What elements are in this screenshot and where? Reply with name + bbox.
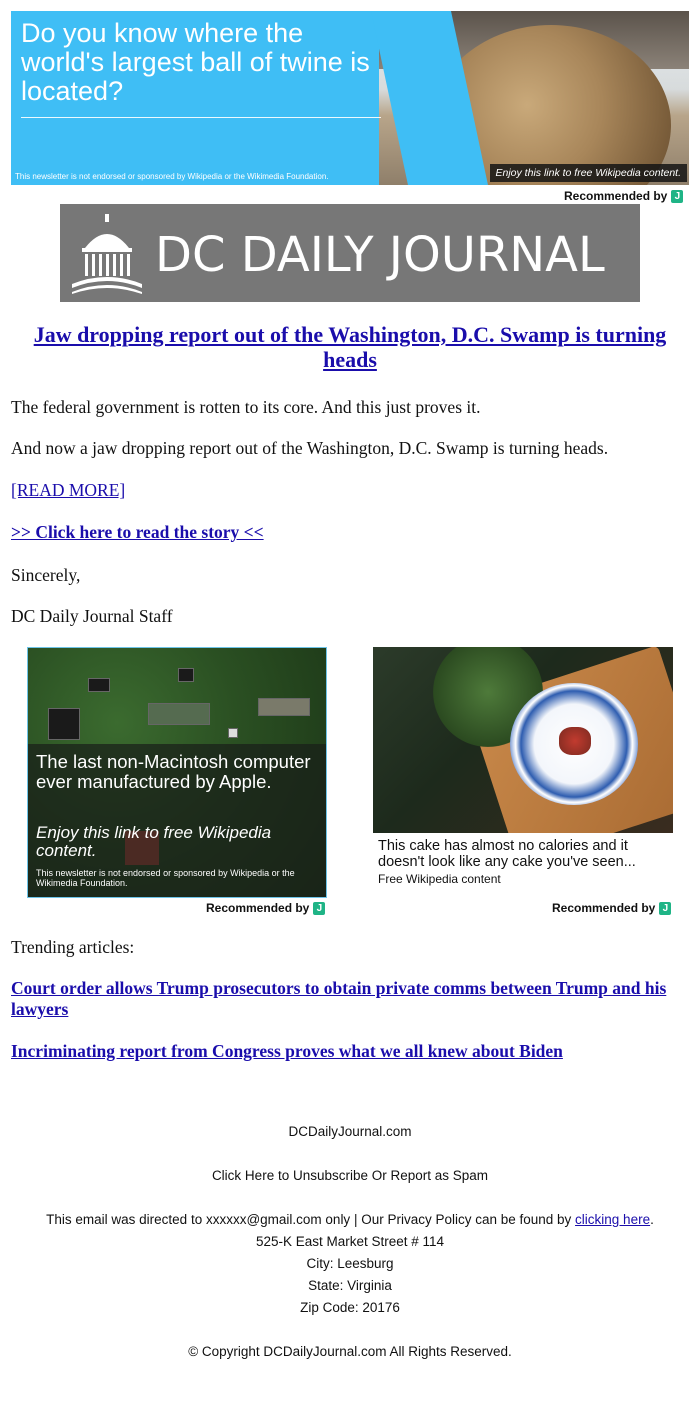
footer-copyright: © Copyright DCDailyJournal.com All Rights Reserved. [188, 1344, 512, 1359]
recommended-label: Recommended by [206, 901, 310, 915]
privacy-policy-link[interactable]: clicking here [575, 1212, 651, 1227]
footer-state: State: Virginia [308, 1278, 392, 1293]
article-paragraph-2: And now a jaw dropping report out of the Washington, D.C. Swamp is turning heads. [11, 438, 609, 458]
top-ad-divider [21, 117, 381, 118]
right-ad-recommended[interactable] [552, 901, 671, 915]
directed-text: This email was directed to xxxxxx@gmail.com only | Our Privacy Policy can be found by [46, 1212, 576, 1227]
left-ad-title: The last non-Macintosh computer ever manufactured by Apple. [36, 751, 311, 792]
right-ad-caption[interactable]: This cake has almost no calories and it doesn't look like any cake you've seen... [378, 838, 636, 870]
left-ad-disclaimer: This newsletter is not endorsed or sponsored by Wikipedia or the Wikimedia Foundation. [36, 868, 295, 888]
footer-directed-line [0, 1212, 700, 1227]
sign-off: Sincerely, [11, 565, 81, 585]
top-ad-disclaimer: This newsletter is not endorsed or sponsored by Wikipedia or the Wikimedia Foundation. [15, 172, 329, 181]
apple-computer-ad[interactable] [27, 647, 327, 898]
left-ad-recommended[interactable] [206, 901, 325, 915]
top-ad-banner[interactable] [11, 11, 689, 185]
top-ad-tag: Enjoy this link to free Wikipedia content. [490, 164, 688, 182]
capitol-dome-icon [70, 212, 144, 294]
right-ad-source: Free Wikipedia content [378, 872, 501, 886]
top-ad-headline: Do you know where the world's largest ball of twine is located? [21, 18, 370, 106]
recommended-label: Recommended by [564, 189, 668, 203]
footer-site-link[interactable]: DCDailyJournal.com [288, 1124, 412, 1139]
article-headline-link[interactable]: Jaw dropping report out of the Washington, D.C. Swamp is turning heads [33, 322, 667, 372]
footer-city: City: Leesburg [306, 1256, 394, 1271]
signature: DC Daily Journal Staff [11, 606, 173, 626]
trending-heading: Trending articles: [11, 937, 135, 957]
unsubscribe-link[interactable]: Click Here to Unsubscribe Or Report as Spam [211, 1168, 489, 1183]
j-logo-icon: J [659, 902, 671, 915]
read-story-link[interactable]: >> Click here to read the story << [11, 522, 264, 542]
article-paragraph-1: The federal government is rotten to its core. And this just proves it. [11, 397, 481, 417]
footer-zip: Zip Code: 20176 [300, 1300, 400, 1315]
top-ad-recommended[interactable] [564, 189, 683, 203]
trending-article-link-1[interactable]: Court order allows Trump prosecutors to obtain private comms between Trump and his lawyers [11, 978, 667, 1019]
logo-title: DC DAILY JOURNAL [155, 227, 605, 283]
j-logo-icon: J [313, 902, 325, 915]
footer-address: 525-K East Market Street # 114 [255, 1234, 445, 1249]
cake-ad-image[interactable] [373, 647, 673, 833]
directed-end: . [650, 1212, 654, 1227]
trending-article-link-2[interactable]: Incriminating report from Congress proves what we all knew about Biden [11, 1041, 563, 1061]
read-more-link[interactable]: [READ MORE] [11, 480, 126, 500]
dc-daily-journal-logo [60, 204, 640, 302]
left-ad-subtitle: Enjoy this link to free Wikipedia content. [36, 823, 272, 860]
recommended-label: Recommended by [552, 901, 656, 915]
j-logo-icon: J [671, 190, 683, 203]
